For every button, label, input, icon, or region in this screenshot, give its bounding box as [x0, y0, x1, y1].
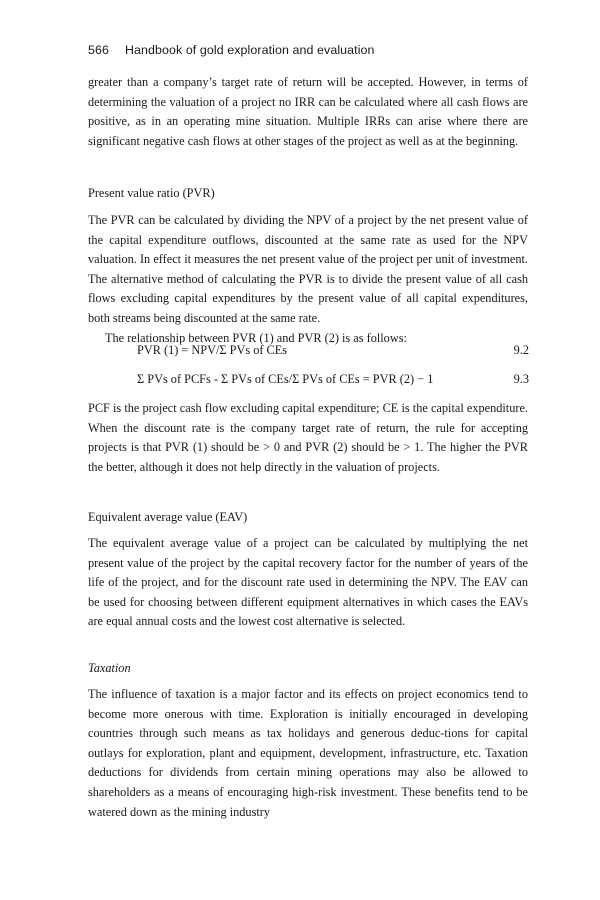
heading-taxation: Taxation [88, 661, 131, 675]
pcf-definition-paragraph: PCF is the project cash flow excluding capital expenditure; CE is the capital expenditure. When the discount rate is the company target rate of return, the rule for accepting projects is that PVR (1) should be > 0 and PVR (2) should be > 1. The higher the PVR the better, although it does not help directly in the valuation of projects. [88, 401, 528, 474]
running-title: Handbook of gold exploration and evaluation [124, 43, 375, 57]
taxation-body-paragraph: The influence of taxation is a major factor and its effects on project economics tend to become more onerous with time. Exploration is initially encouraged in developing countries through such means as tax holidays and generous deduc-tions for capital outlays for exploration, plant and equipment, development, infrastructure, etc. Taxation deductions for dividends from certain mining operations may also be allowed to shareholders as a means of encouraging high-risk investment. These benefits tend to be watered down as the mining industry [88, 687, 528, 819]
heading-pvr: Present value ratio (PVR) [88, 186, 215, 200]
taxation-paragraph-block [88, 685, 528, 822]
equation-body: Σ PVs of PCFs - Σ PVs of CEs/Σ PVs of CEs = PVR (2) − 1 [137, 372, 434, 386]
running-header [88, 43, 375, 57]
eav-body-paragraph: The equivalent average value of a project can be calculated by multiplying the net present value of the project by the capital recovery factor for the number of years of the life of the project, and for the discount rate used in determining the NPV. The EAV can be used for choosing between different equipment alternatives in which cases the EAVs are equal annual costs and the lowest cost alternative is selected. [88, 536, 528, 629]
equation-number: 9.2 [513, 343, 529, 357]
pvr-body-paragraph: The PVR can be calculated by dividing the NPV of a project by the net present value of the capital expenditure outflows, discounted at the same rate as used for the NPV valuation. In effect it measures the net present value of the project per unit of investment. The alternative method of calculating the PVR is to divide the present value of all cash flows excluding capital expenditures by the present value of all capital expenditures, both streams being discounted at the same rate. [88, 213, 528, 325]
heading-eav: Equivalent average value (EAV) [88, 510, 248, 524]
pvr-paragraph-block [88, 211, 528, 348]
pcf-paragraph-block [88, 399, 528, 477]
equation-body: PVR (1) = NPV/Σ PVs of CEs [137, 343, 288, 357]
page-number: 566 [88, 43, 109, 57]
intro-paragraph-block [88, 73, 528, 151]
pvr-relationship-paragraph: The relationship between PVR (1) and PVR (2) is as follows: [105, 330, 407, 345]
equation-number: 9.3 [513, 372, 529, 386]
intro-paragraph: greater than a company’s target rate of return will be accepted. However, in terms of determining the valuation of a project no IRR can be calculated where all cash flows are positive, as in an operating mine situation. Multiple IRRs can arise where there are significant negative cash flows at other stages of the project as well as at the beginning. [88, 75, 528, 148]
eav-paragraph-block [88, 534, 528, 632]
